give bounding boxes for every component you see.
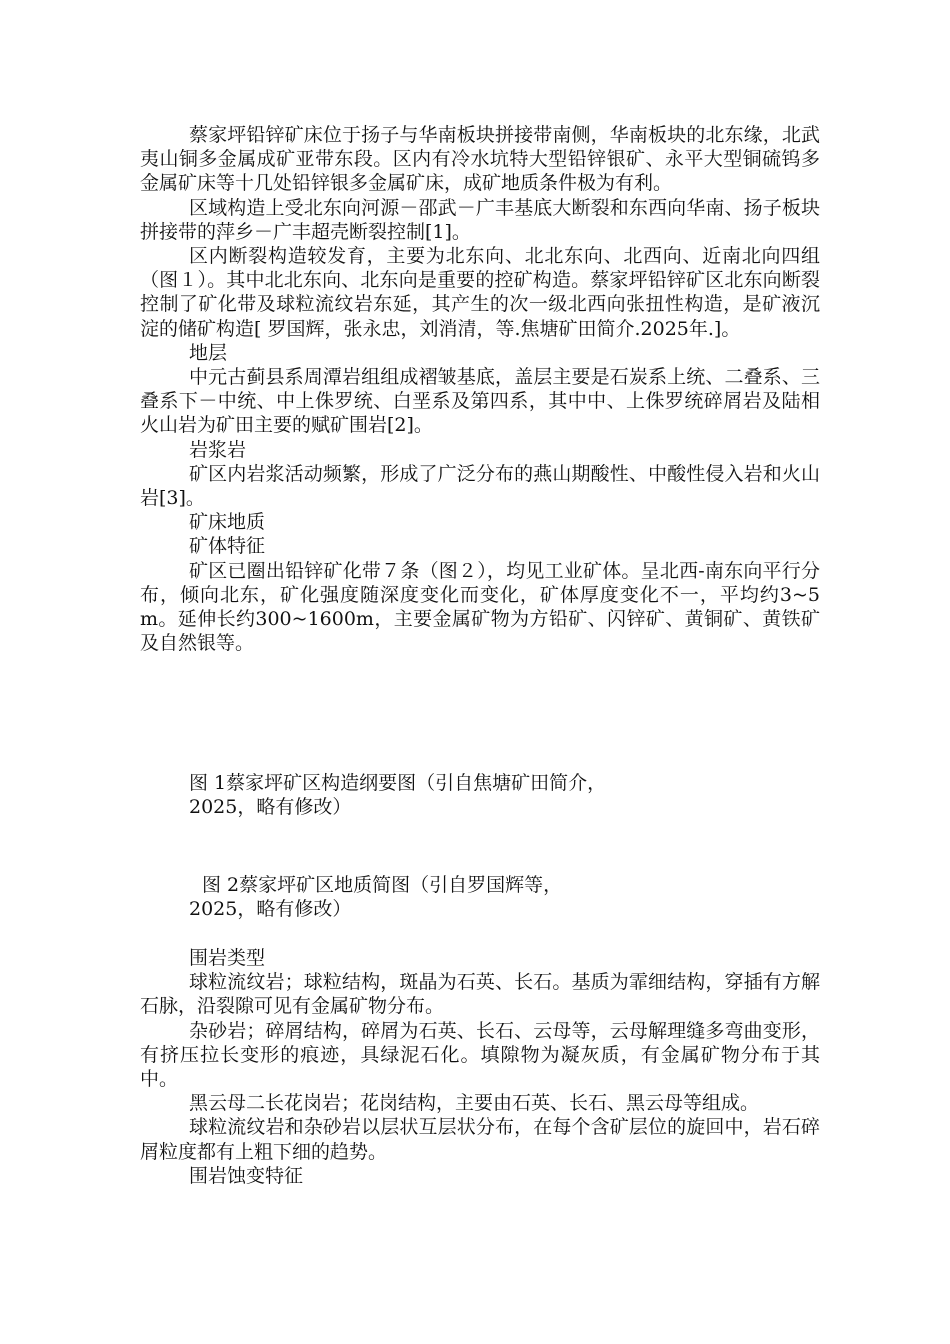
figure-2-caption-line2: 2025，略有修改） xyxy=(189,898,352,921)
heading-orebody-features: 矿体特征 xyxy=(189,535,266,558)
figure-2-caption xyxy=(140,873,820,921)
heading-deposit-geology: 矿床地质 xyxy=(189,511,266,534)
paragraph-faults: 区内断裂构造较发育，主要为北东向、北北东向、北西向、近南北向四组（图１）。其中北北东向、北东向是重要的控矿构造。蔡家坪铅锌矿区北东向断裂控制了矿化带及球粒流纹岩东延，其产生的次一级北西向张扭性构造，是矿液沉淀的储矿构造[ 罗国辉，张永忠，刘消清，等.焦塘矿田简介.2025年.]。 xyxy=(140,245,820,340)
heading-wall-rock-alteration: 围岩蚀变特征 xyxy=(189,1164,304,1187)
body-text-top xyxy=(140,123,820,655)
heading-wall-rock-types: 围岩类型 xyxy=(189,947,266,969)
paragraph-strata: 中元古蓟县系周潭岩组组成褶皱基底，盖层主要是石炭系上统、二叠系、三叠系下－中统、中上侏罗统、白垩系及第四系，其中中、上侏罗统碎屑岩及陆相火山岩为矿田主要的赋矿围岩[2]。 xyxy=(140,366,820,437)
paragraph-granite: 黑云母二长花岗岩；花岗结构，主要由石英、长石、黑云母等组成。 xyxy=(189,1092,760,1115)
body-text-bottom xyxy=(140,946,820,1188)
figure-1-caption-line1: 图 1蔡家坪矿区构造纲要图（引自焦塘矿田简介， xyxy=(189,772,607,794)
paragraph-regional-setting: 蔡家坪铅锌矿床位于扬子与华南板块拼接带南侧，华南板块的北东缘，北武夷山铜多金属成矿亚带东段。区内有冷水坑特大型铅锌银矿、永平大型铜硫钨多金属矿床等十几处铅锌银多金属矿床，成矿地质条件极为有利。 xyxy=(140,124,820,195)
paragraph-interbedding: 球粒流纹岩和杂砂岩以层状互层状分布，在每个含矿层位的旋回中，岩石碎屑粒度都有上粗下细的趋势。 xyxy=(140,1116,820,1163)
paragraph-rhyolite: 球粒流纹岩；球粒结构，斑晶为石英、长石。基质为霏细结构，穿插有方解石脉，沿裂隙可见有金属矿物分布。 xyxy=(140,971,820,1018)
figure-2-caption-line1: 图 2蔡家坪矿区地质简图（引自罗国辉等， xyxy=(202,874,563,896)
figure-1-caption-line2: 2025，略有修改） xyxy=(189,796,352,819)
paragraph-magmatic-rock: 矿区内岩浆活动频繁，形成了广泛分布的燕山期酸性、中酸性侵入岩和火山岩[3]。 xyxy=(140,462,820,510)
figure-1-caption xyxy=(140,771,820,819)
paragraph-orebody-features: 矿区已圈出铅锌矿化带７条（图２），均见工业矿体。呈北西-南东向平行分布，倾向北东，矿化强度随深度变化而变化，矿体厚度变化不一，平均约3~5m。延伸长约300~1600m，主要金属矿物为方铅矿、闪锌矿、黄铜矿、黄铁矿及自然银等。 xyxy=(140,559,820,655)
heading-strata: 地层 xyxy=(189,341,228,364)
paragraph-greywacke: 杂砂岩；碎屑结构，碎屑为石英、长石、云母等，云母解理缝多弯曲变形，有挤压拉长变形的痕迹，具绿泥石化。填隙物为凝灰质，有金属矿物分布于其中。 xyxy=(140,1019,820,1091)
heading-magmatic-rock: 岩浆岩 xyxy=(189,438,247,461)
paragraph-regional-structure: 区域构造上受北东向河源－邵武－广丰基底大断裂和东西向华南、扬子板块拼接带的萍乡－广丰超壳断裂控制[1]。 xyxy=(140,196,820,243)
